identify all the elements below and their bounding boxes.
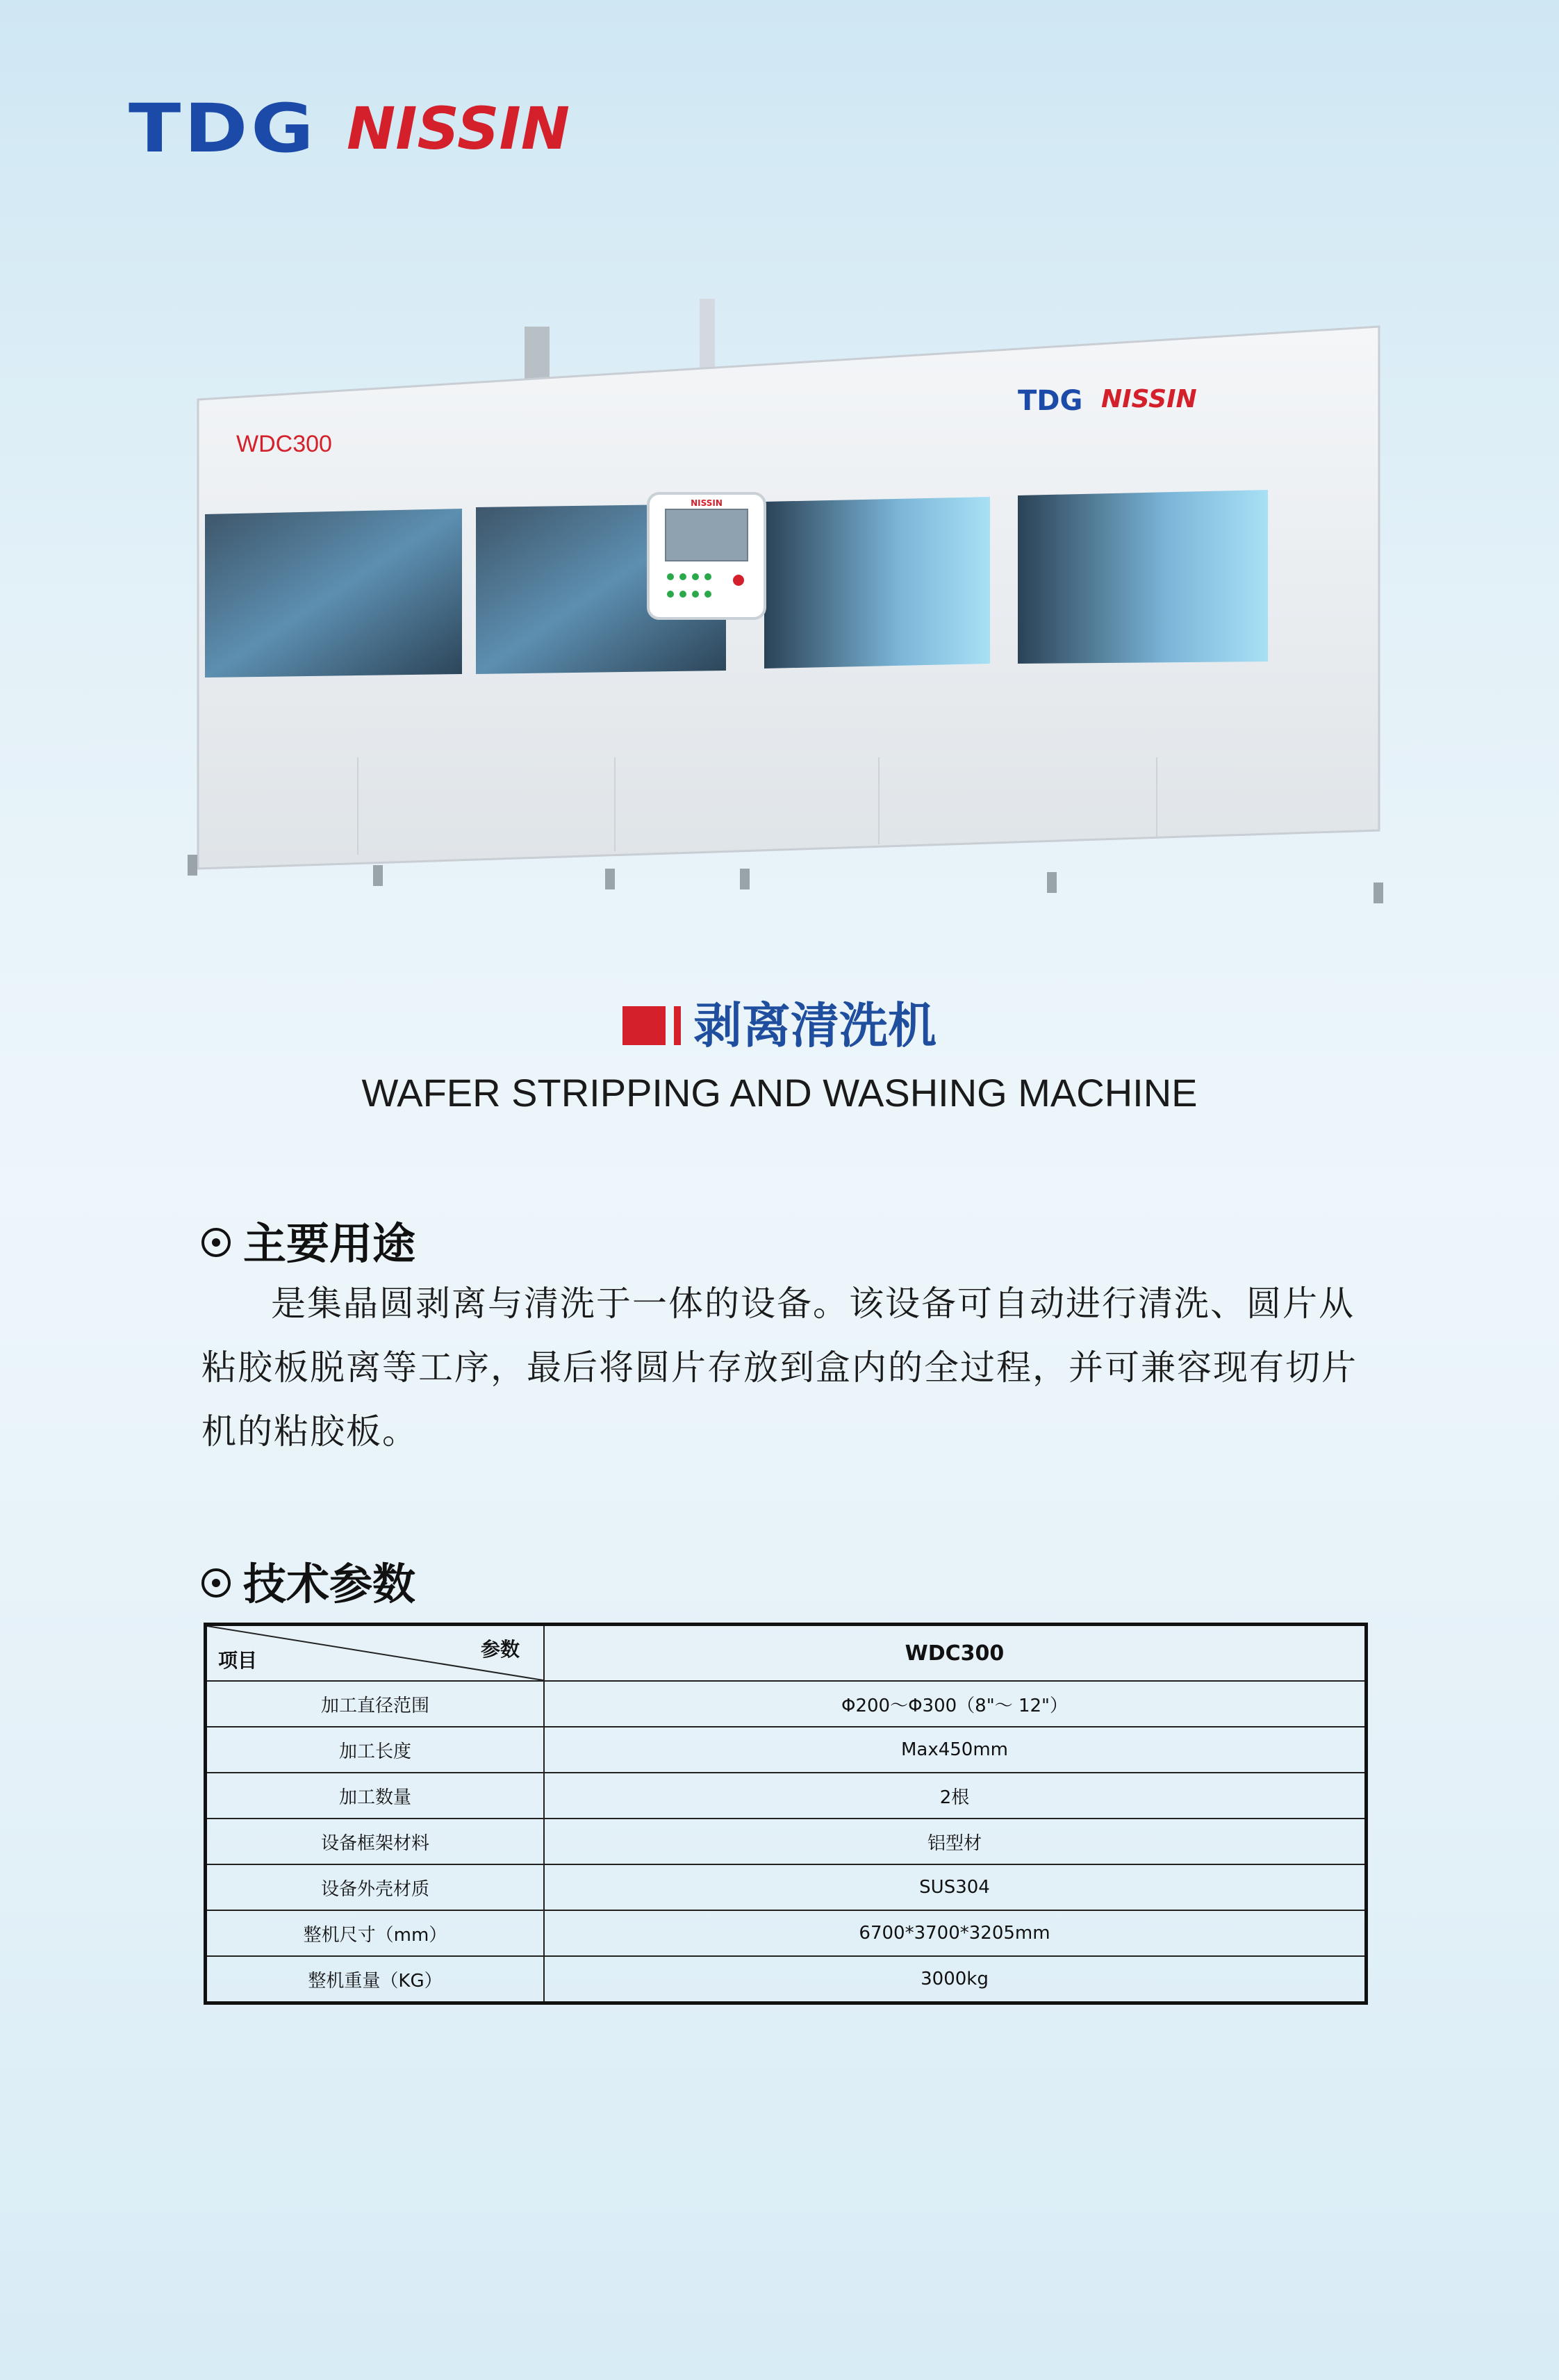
table-row [206, 1819, 1367, 1864]
table-row [206, 1864, 1367, 1910]
window-3 [764, 497, 990, 668]
logo-tdg: TDG [129, 90, 317, 167]
product-title-zh [0, 987, 1559, 1057]
spec-header-item: 项目 [218, 1649, 258, 1672]
spec-value: SUS304 [544, 1864, 1367, 1910]
spec-label: 加工长度 [206, 1727, 545, 1773]
spec-header-param: 参数 [480, 1638, 520, 1661]
spec-value: Φ200～Φ300（8"～ 12"） [544, 1681, 1367, 1727]
spec-value: 铝型材 [544, 1819, 1367, 1864]
machine-logo-tdg: TDG [1018, 385, 1083, 417]
spec-value: 6700*3700*3205mm [544, 1910, 1367, 1956]
spec-header-model: WDC300 [544, 1625, 1367, 1682]
product-title-en: WAFER STRIPPING AND WASHING MACHINE [361, 1071, 1198, 1115]
panel-brand: NISSIN [691, 498, 723, 508]
bullet-circle-icon [201, 1568, 231, 1598]
brand-logo [129, 90, 570, 167]
spec-label: 加工直径范围 [206, 1681, 545, 1727]
spec-label: 设备框架材料 [206, 1819, 545, 1864]
spec-value: 3000kg [544, 1956, 1367, 2003]
specs-heading [201, 1550, 415, 1611]
spec-label: 整机尺寸（mm） [206, 1910, 545, 1956]
machine-logo-nissin: NISSIN [1101, 385, 1197, 413]
table-row [206, 1727, 1367, 1773]
table-row [206, 1773, 1367, 1819]
table-row [206, 1956, 1367, 2003]
spec-label: 整机重量（KG） [206, 1956, 545, 2003]
spec-value: Max450mm [544, 1727, 1367, 1773]
table-row [206, 1681, 1367, 1727]
stop-button [733, 575, 744, 586]
spec-header-diagonal-cell [206, 1625, 545, 1682]
window-4 [1018, 490, 1268, 664]
title-marker-icon [622, 1006, 666, 1045]
window-1 [205, 509, 462, 678]
machine-illustration [184, 285, 1393, 910]
spec-table [204, 1623, 1368, 2005]
usage-heading [201, 1209, 415, 1271]
usage-heading-text: 主要用途 [243, 1218, 416, 1269]
bullet-circle-icon [201, 1228, 231, 1257]
product-title-zh-text: 剥离清洗机 [693, 997, 937, 1054]
logo-nissin: NISSIN [346, 95, 570, 163]
control-screen [666, 509, 748, 561]
specs-heading-text: 技术参数 [243, 1559, 416, 1609]
spec-label: 加工数量 [206, 1773, 545, 1819]
exhaust-pipe [525, 327, 550, 384]
table-row [206, 1910, 1367, 1956]
spec-label: 设备外壳材质 [206, 1864, 545, 1910]
spec-header-row [206, 1625, 1367, 1682]
spec-value: 2根 [544, 1773, 1367, 1819]
usage-description: 是集晶圆剥离与清洗于一体的设备。该设备可自动进行清洗、圆片从粘胶板脱离等工序，最后将圆片存放到盒内的全过程，并可兼容现有切片机的粘胶板。 [201, 1283, 1358, 1452]
machine-model-label: WDC300 [236, 431, 332, 457]
